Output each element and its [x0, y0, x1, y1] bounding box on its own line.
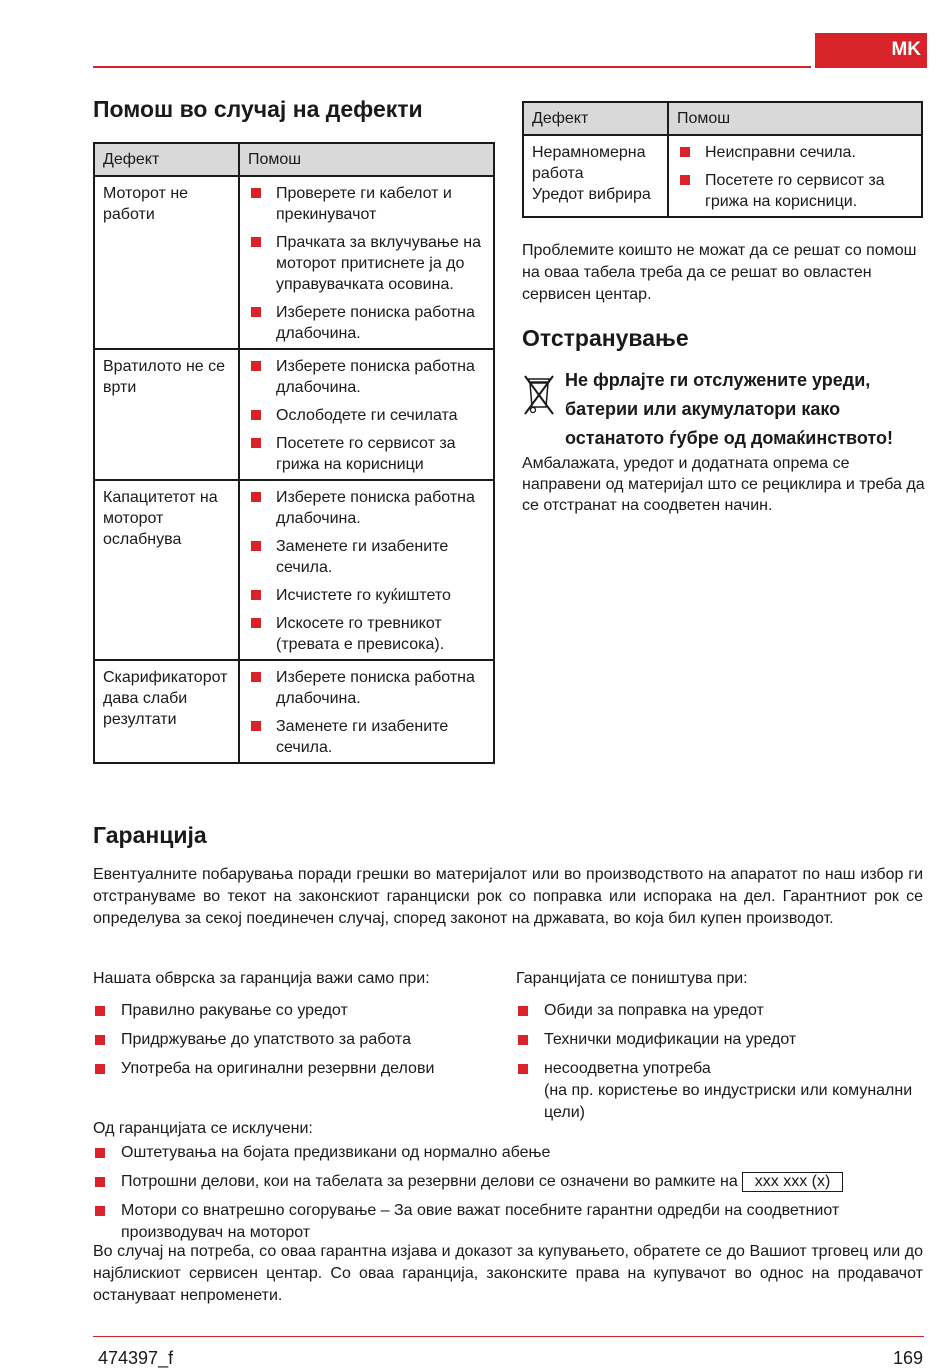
square-bullet-icon — [680, 175, 690, 185]
header-rule — [93, 66, 811, 68]
list-item: Прачката за вклучување на моторот притиснете ја до управувачката осовина. — [248, 232, 485, 295]
list-item: несоодветна употреба (на пр. користење во индустриски или комунални цели) — [516, 1058, 916, 1124]
document-code: 474397_f — [98, 1348, 174, 1368]
defect-cell — [523, 135, 668, 217]
square-bullet-icon — [95, 1035, 105, 1045]
list-item: Оштетувања на бојата предизвикани од нормално абење — [93, 1142, 923, 1164]
table-row — [94, 349, 494, 480]
list-item: Заменете ги изабените сечила. — [248, 536, 485, 578]
square-bullet-icon — [251, 672, 261, 682]
warranty-excluded-list — [93, 1142, 923, 1244]
list-item: Употреба на оригинални резервни делови — [93, 1058, 493, 1080]
table-row — [94, 660, 494, 763]
list-item: Мотори со внатрешно согорување – За овие важат посебните гарантни одредби на соодветниот производувач на моторот — [93, 1200, 923, 1244]
help-cell — [239, 480, 494, 660]
list-item: Заменете ги изабените сечила. — [248, 716, 485, 758]
square-bullet-icon — [251, 410, 261, 420]
square-bullet-icon — [95, 1006, 105, 1016]
warranty-valid-list — [93, 1000, 493, 1080]
help-cell — [239, 660, 494, 763]
help-cell — [239, 349, 494, 480]
square-bullet-icon — [251, 237, 261, 247]
warranty-intro: Евентуалните побарувања поради грешки во материјалот или во производството на апаратот по наш избор ги отстрануваме во текот на законскиот гаранциски рок со поправка или испорака на дел. Гарантниот рок се определува за секој поединечен случај, според законот на државата, во која бил купен производот. — [93, 866, 923, 927]
table-row — [94, 480, 494, 660]
defect-cell: Капацитетот на моторот ослабнува — [94, 480, 239, 660]
column-header-help: Помош — [239, 143, 494, 176]
column-header-defect: Дефект — [94, 143, 239, 176]
square-bullet-icon — [95, 1206, 105, 1216]
disposal-title: Отстранување — [522, 325, 689, 351]
list-item: Ослободете ги сечилата — [248, 405, 485, 426]
square-bullet-icon — [251, 590, 261, 600]
footer-rule — [93, 1336, 924, 1337]
list-item: Посетете го сервисот за грижа на корисници — [248, 433, 485, 475]
warranty-excluded-heading: Од гаранцијата се исклучени: — [93, 1120, 313, 1137]
square-bullet-icon — [251, 188, 261, 198]
square-bullet-icon — [251, 307, 261, 317]
warranty-void-list — [516, 1000, 916, 1124]
help-cell — [239, 176, 494, 349]
square-bullet-icon — [251, 361, 261, 371]
column-header-help: Помош — [668, 102, 922, 135]
square-bullet-icon — [251, 721, 261, 731]
language-code: MK — [891, 39, 921, 60]
square-bullet-icon — [518, 1064, 528, 1074]
defect-cell: Вратилото не се врти — [94, 349, 239, 480]
list-item: Придржување до упатството за работа — [93, 1029, 493, 1051]
troubleshooting-title: Помош во случај на дефекти — [93, 96, 423, 122]
help-cell — [668, 135, 922, 217]
square-bullet-icon — [251, 492, 261, 502]
disposal-text: Амбалажата, уредот и додатната опрема се направени од материјал што се рециклира и треба да се отстранат на соодветен начин. — [522, 455, 925, 514]
list-item: Изберете пониска работна длабочина. — [248, 356, 485, 398]
list-item: Исчистете го куќиштето — [248, 585, 485, 606]
table-row — [94, 176, 494, 349]
table-row — [523, 135, 922, 217]
spare-part-frame: xxx xxx (x) — [742, 1172, 844, 1192]
square-bullet-icon — [95, 1064, 105, 1074]
square-bullet-icon — [518, 1006, 528, 1016]
warranty-title: Гаранција — [93, 822, 207, 848]
square-bullet-icon — [251, 541, 261, 551]
list-item: Изберете пониска работна длабочина. — [248, 667, 485, 709]
defect-line: Нерамномерна работа — [532, 144, 646, 182]
service-note: Проблемите коишто не можат да се решат со помош на оваа табела треба да се решат во овластен сервисен центар. — [522, 242, 917, 303]
warranty-closing: Во случај на потреба, со оваа гарантна изјава и доказот за купувањето, обратете се до Вашиот трговец или до најблискиот сервисен центар. Со оваа гаранција, законските права на купувачот во однос на продавачот остануваат непроменети. — [93, 1243, 923, 1304]
table-header-row — [523, 102, 922, 135]
list-item: Обиди за поправка на уредот — [516, 1000, 916, 1022]
list-item: Изберете пониска работна длабочина. — [248, 302, 485, 344]
list-item: Посетете го сервисот за грижа на корисници. — [677, 170, 913, 212]
square-bullet-icon — [518, 1035, 528, 1045]
warranty-void-heading: Гаранцијата се поништува при: — [516, 970, 748, 987]
defect-cell: Скарификаторот дава слаби резултати — [94, 660, 239, 763]
page-number: 169 — [892, 1348, 923, 1368]
list-item: Неисправни сечила. — [677, 142, 913, 163]
table-header-row — [94, 143, 494, 176]
language-tab — [815, 33, 927, 68]
square-bullet-icon — [95, 1148, 105, 1158]
list-item: Проверете ги кабелот и прекинувачот — [248, 183, 485, 225]
crossed-out-wheelie-bin-icon — [522, 373, 556, 419]
square-bullet-icon — [251, 438, 261, 448]
disposal-warning: Не фрлајте ги отслужените уреди, батерии или акумулатори како останатото ѓубре од домаќинството! — [565, 370, 893, 448]
warranty-valid-heading: Нашата обврска за гаранција важи само при: — [93, 970, 430, 987]
defect-cell: Моторот не работи — [94, 176, 239, 349]
troubleshooting-table-continued — [522, 101, 923, 218]
list-item: Правилно ракување со уредот — [93, 1000, 493, 1022]
square-bullet-icon — [95, 1177, 105, 1187]
column-header-defect: Дефект — [523, 102, 668, 135]
defect-line: Уредот вибрира — [532, 186, 651, 203]
square-bullet-icon — [251, 618, 261, 628]
troubleshooting-table — [93, 142, 495, 764]
list-item: Потрошни делови, кои на табелата за резервни делови се означени во рамките на xxx xxx (x) — [93, 1171, 923, 1193]
list-item: Технички модификации на уредот — [516, 1029, 916, 1051]
list-item: Искосете го тревникот (тревата е превисока). — [248, 613, 485, 655]
list-item: Изберете пониска работна длабочина. — [248, 487, 485, 529]
square-bullet-icon — [680, 147, 690, 157]
